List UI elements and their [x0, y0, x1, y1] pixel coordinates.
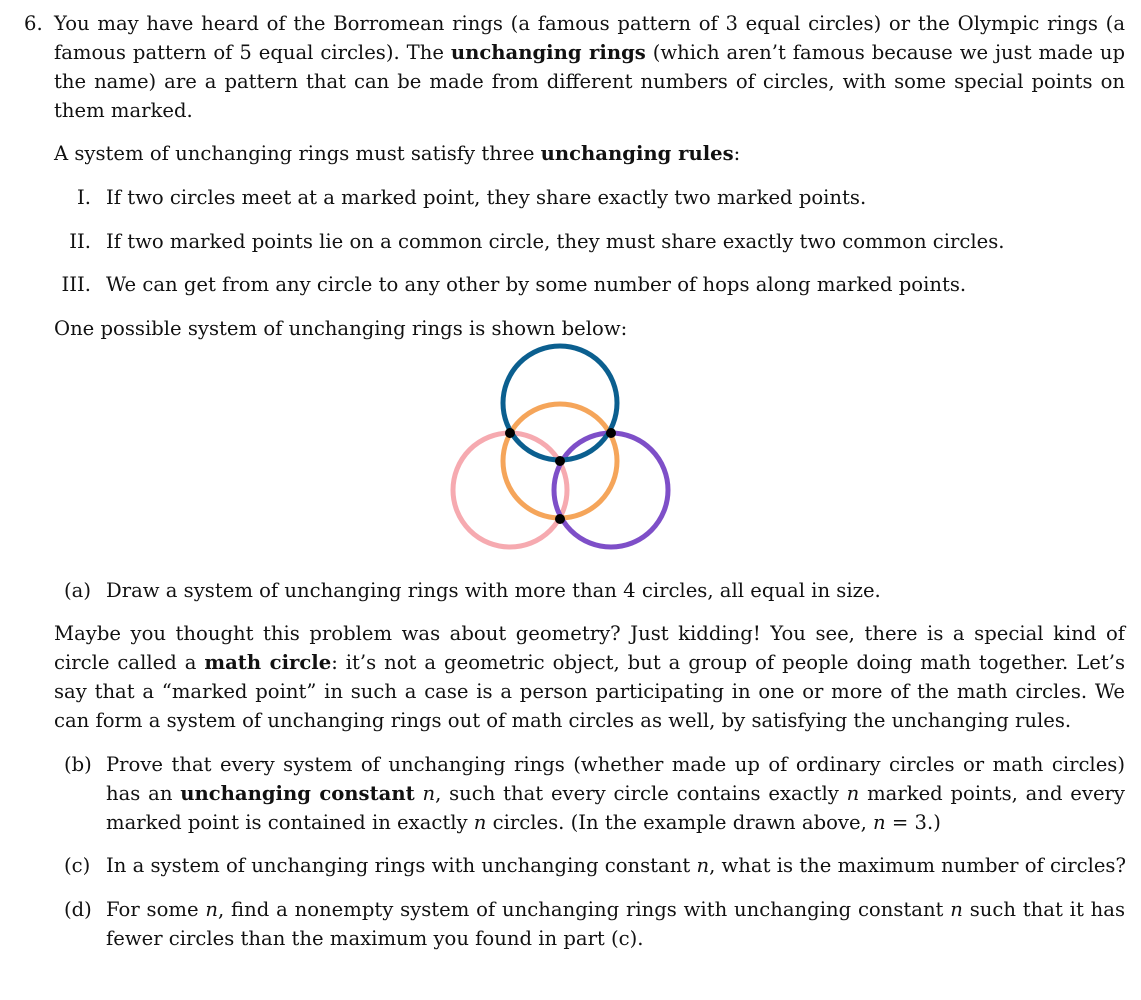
unchanging-constant-term: unchanging constant — [180, 782, 415, 805]
rule-text: If two circles meet at a marked point, they share exactly two marked points. — [106, 186, 867, 209]
math-circle-term: math circle — [204, 651, 332, 674]
marked-point-right — [606, 428, 616, 438]
rule-label: III. — [61, 273, 91, 296]
marked-point-bottom — [555, 514, 565, 524]
rules-intro-colon: : — [733, 142, 741, 165]
part-text: Prove that every system of unchanging rings (whether made up of ordinary circles or math circles) has an unchanging constant n, such that every circle contains exactly n marked points, and every marked point is contained in exactly n circles. (In the example drawn above, n = 3.) — [106, 753, 1125, 834]
rules-intro-text: A system of unchanging rings must satisfy three — [54, 142, 541, 165]
rule-label: I. — [77, 186, 91, 209]
problem-number: 6. — [24, 12, 43, 35]
rule-label: II. — [69, 230, 91, 253]
intro-text-2: (which aren’t famous because we just made up the name) are a pattern that can be made from different numbers of circles, with some special points on them marked. — [54, 41, 1125, 122]
rings-figure — [430, 338, 710, 570]
math-circle-text-1: Maybe you thought this problem was about geometry? Just kidding! You see, there is a special kind of circle called a — [54, 622, 1125, 674]
intro-text-1: You may have heard of the Borromean rings (a famous pattern of 3 equal circles) or the Olympic rings (a famous pattern of 5 equal circles). The — [54, 12, 1125, 64]
part-label: (b) — [64, 753, 92, 776]
part-label: (c) — [64, 854, 91, 877]
intro-paragraph — [54, 9, 1125, 125]
rules-intro — [54, 139, 1125, 168]
rule-text: We can get from any circle to any other by some number of hops along marked points. — [106, 273, 967, 296]
marked-point-center — [555, 456, 565, 466]
intro-term-unchanging-rings: unchanging rings — [450, 41, 646, 64]
marked-point-left — [505, 428, 515, 438]
part-label: (d) — [64, 898, 92, 921]
part-label: (a) — [64, 579, 91, 602]
part-text: For some n, find a nonempty system of unchanging rings with unchanging constant n such that it has fewer circles than the maximum you found in part (c). — [106, 898, 1125, 950]
part-text: In a system of unchanging rings with unchanging constant n, what is the maximum number of circles? — [106, 854, 1126, 877]
math-circle-paragraph — [54, 619, 1125, 735]
math-circle-text-2: : it’s not a geometric object, but a group of people doing math together. Let’s say that a “marked point” in such a case is a person participating in one or more of the math circles. We can form a system of unchanging rings out of math circles as well, by satisfying the unchanging rules. — [54, 651, 1125, 732]
figure-caption: One possible system of unchanging rings is shown below: — [54, 317, 628, 340]
rule-text: If two marked points lie on a common circle, they must share exactly two common circles. — [106, 230, 1005, 253]
part-text: Draw a system of unchanging rings with more than 4 circles, all equal in size. — [106, 579, 881, 602]
rules-intro-term: unchanging rules — [540, 142, 734, 165]
